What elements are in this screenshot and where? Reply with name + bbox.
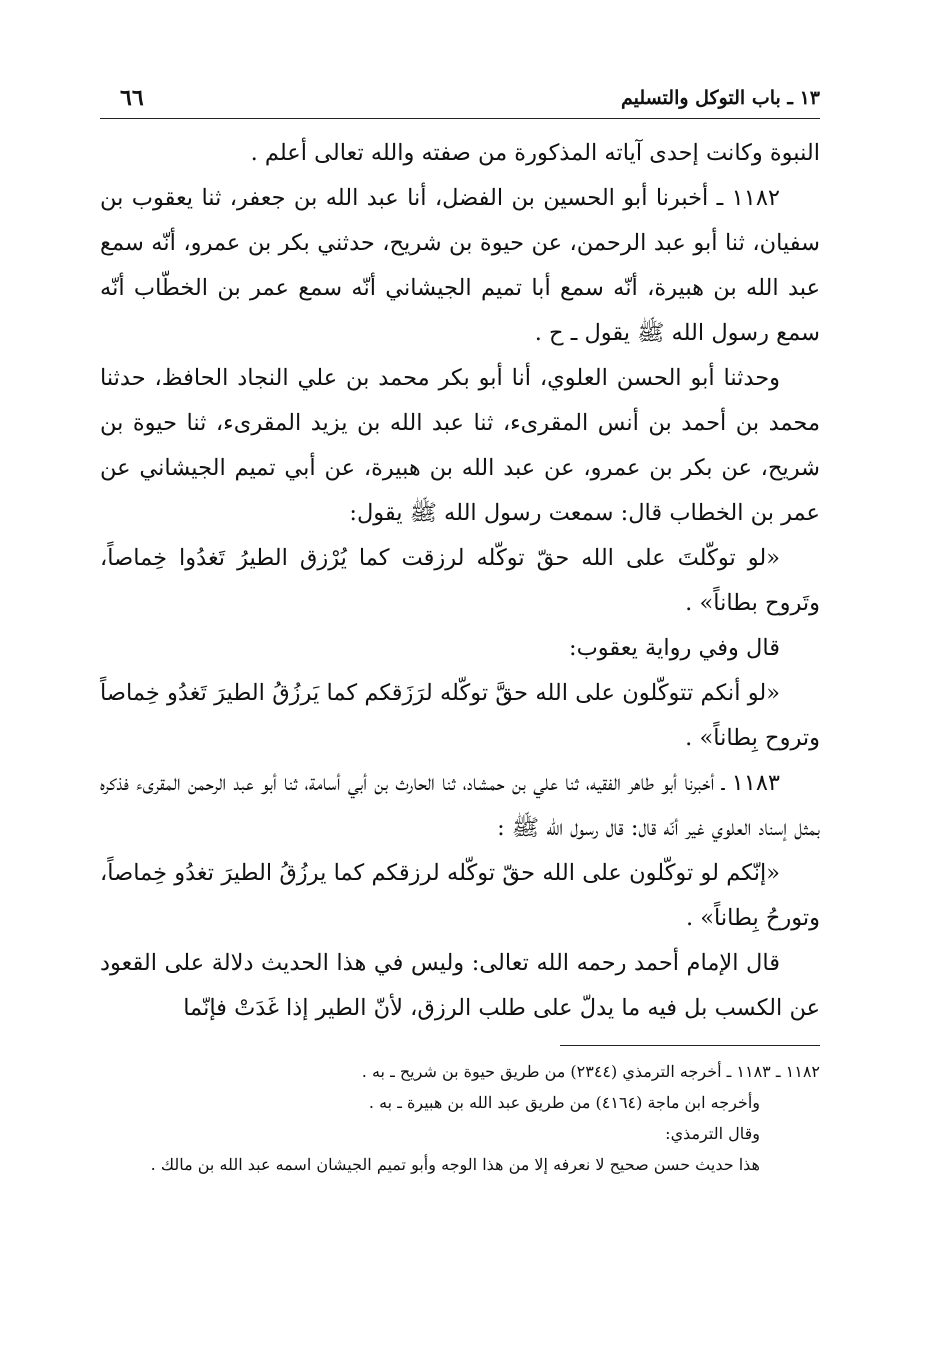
paragraph-chain: وحدثنا أبو الحسن العلوي، أنا أبو بكر محمد بن علي النجاد الحافظ، حدثنا محمد بن أحمد بن أنس المقرىء، ثنا عبد الله بن يزيد المقرىء، ثنا حيوة بن شريح، عن بكر بن عمرو، عن عبد الله بن هبيرة، عن أبي تميم الجيشاني عن عمر بن الخطاب قال: سمعت رسول الله ﷺ يقول: <box>100 365 820 526</box>
hadith-quote-3: «إنّكم لو توكّلون على الله حقّ توكّله لرزقكم كما يرزُقُ الطيرَ تغدُو خِماصاً، وتورحُ بِطاناً» . <box>100 860 820 931</box>
footnote-2: وأخرجه ابن ماجة (٤١٦٤) من طريق عبد الله بن هبيرة ـ به . <box>368 1093 760 1112</box>
footnote-1: ١١٨٢ ـ ١١٨٣ ـ أخرجه الترمذي (٢٣٤٤) من طريق حيوة بن شريح ـ به . <box>361 1062 820 1081</box>
footnotes <box>100 1056 820 1180</box>
footnote-4: هذا حديث حسن صحيح لا نعرفه إلا من هذا الوجه وأبو تميم الجيشان اسمه عبد الله بن مالك . <box>150 1155 760 1174</box>
commentary-paragraph: قال الإمام أحمد رحمه الله تعالى: وليس في هذا الحديث دلالة على القعود عن الكسب بل فيه ما يدلّ على طلب الرزق، لأنّ الطير إذا غَدَتْ فإنّما <box>100 950 820 1021</box>
paragraph-1: النبوة وكانت إحدى آياته المذكورة من صفته والله تعالى أعلم . <box>250 140 820 166</box>
footnote-3: وقال الترمذي: <box>665 1124 760 1143</box>
footnote-separator <box>560 1045 820 1046</box>
hadith-1183: ١١٨٣ ـ أخبرنا أبو طاهر الفقيه، ثنا علي بن حمشاد، ثنا الحارث بن أبي أسامة، ثنا أبو عبد الرحمن المقرىء فذكره بمثل إسناد العلوي غير أنّه قال: قال رسول الله ﷺ : <box>100 770 820 841</box>
hadith-1182: ١١٨٢ ـ أخبرنا أبو الحسين بن الفضل، أنا عبد الله بن جعفر، ثنا يعقوب بن سفيان، ثنا أبو عبد الرحمن، عن حيوة بن شريح، حدثني بكر بن عمرو، أنّه سمع عبد الله بن هبيرة، أنّه سمع أبا تميم الجيشاني أنّه سمع عمر بن الخطّاب أنّه سمع رسول الله ﷺ يقول ـ ح . <box>100 185 820 346</box>
book-page <box>100 80 820 1180</box>
page-number: ٦٦ <box>120 85 144 111</box>
main-text <box>100 131 820 1031</box>
hadith-quote-2: «لو أنكم تتوكّلون على الله حقَّ توكّله لرَزَقكم كما يَرزُقُ الطيرَ تَغدُو خِماصاً وتروح بِطاناً» . <box>100 680 820 751</box>
running-head <box>100 80 820 119</box>
hadith-quote-1: «لو توكّلتَ على الله حقّ توكّله لرزقت كما يُرْزق الطيرُ تَغدُوا خِماصاً، وتَروح بطاناً» . <box>100 545 820 616</box>
chapter-title: ١٣ ـ باب التوكل والتسليم <box>620 87 820 109</box>
paragraph-riwaya: قال وفي رواية يعقوب: <box>569 635 780 661</box>
